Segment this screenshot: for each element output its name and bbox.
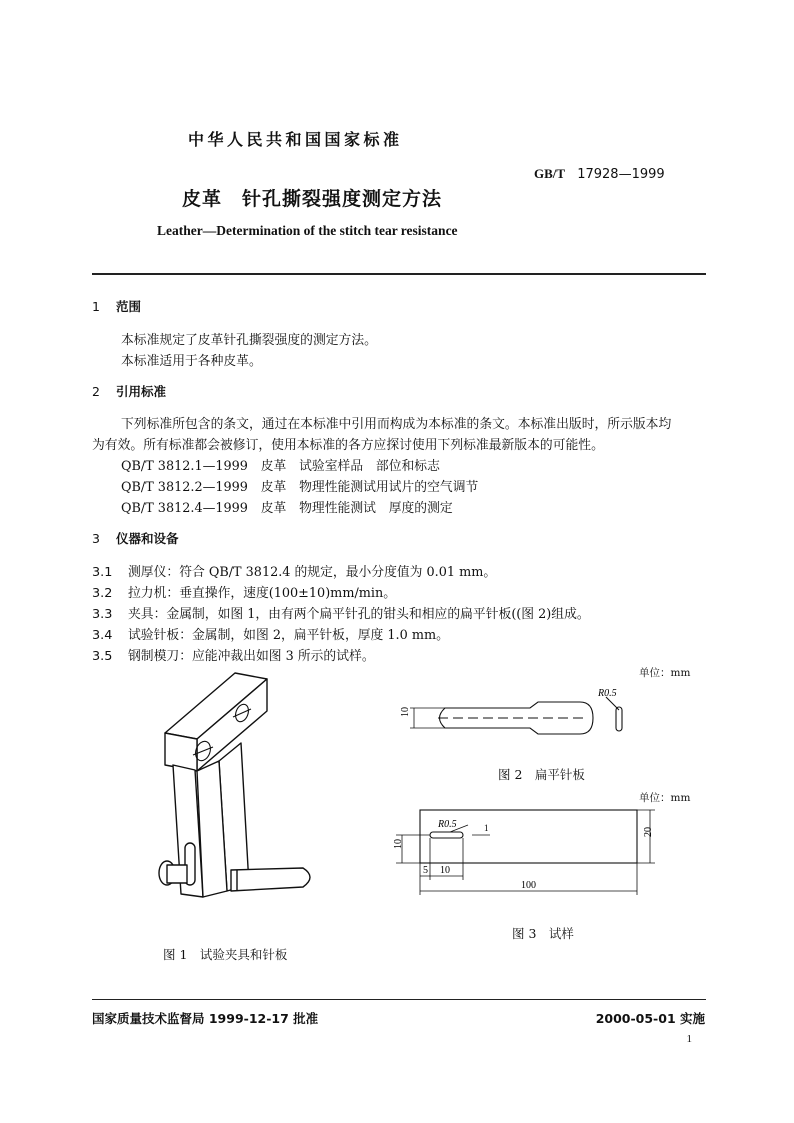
clause-3-3	[92, 603, 590, 622]
needle-plate	[231, 868, 310, 891]
dim-height-right-label: 20	[643, 827, 654, 837]
figure-3-unit: 单位：mm	[639, 792, 691, 804]
clause-3-4	[92, 624, 449, 643]
paragraph: 本标准规定了皮革针孔撕裂强度的测定方法。	[121, 333, 377, 348]
section-1-heading	[92, 297, 141, 315]
clause-number: 3.4	[92, 628, 113, 643]
radius-label: R0.5	[438, 819, 457, 830]
reference-item: QB/T 3812.2—1999 皮革 物理性能测试用试片的空气调节	[121, 480, 479, 495]
clause-3-5	[92, 645, 375, 664]
standard-code	[534, 166, 665, 182]
section-number: 2	[92, 384, 100, 399]
clause-text: 夹具：金属制，如图 1，由有两个扁平针孔的钳头和相应的扁平针板((图 2)组成。	[128, 607, 590, 622]
needle-plate-shaft	[167, 865, 187, 883]
figure-3-caption: 图 3 试样	[512, 926, 574, 941]
figure-3-specimen-drawing	[390, 800, 660, 900]
clause-number: 3.5	[92, 649, 113, 664]
dim-5-label: 5	[423, 865, 428, 876]
reference-item: QB/T 3812.4—1999 皮革 物理性能测试 厚度的测定	[121, 501, 453, 516]
figure-2-needle-plate-drawing	[390, 680, 650, 760]
clause-text: 试验针板：金属制，如图 2，扁平针板，厚度 1.0 mm。	[128, 628, 449, 643]
figure-1-clamp-drawing	[145, 665, 335, 925]
clause-number: 3.1	[92, 565, 113, 580]
footer-issuer: 国家质量技术监督局 1999-12-17 批准	[92, 1011, 319, 1026]
document-title-zh: 皮革 针孔撕裂强度测定方法	[182, 188, 443, 210]
section-title: 仪器和设备	[116, 531, 179, 546]
section-title: 引用标准	[116, 384, 167, 399]
figure-2-unit: 单位：mm	[639, 667, 691, 679]
tick-label: 1	[484, 823, 489, 833]
standard-code-number: 17928—1999	[577, 167, 665, 182]
section-number: 3	[92, 531, 100, 546]
needle-plate-section	[616, 707, 622, 731]
clause-3-1	[92, 561, 496, 580]
clause-number: 3.2	[92, 586, 113, 601]
dim-height-left-label: 10	[393, 839, 404, 849]
specimen-slot	[430, 832, 463, 838]
section-title: 范围	[116, 299, 142, 314]
clause-text: 测厚仪：符合 QB/T 3812.4 的规定，最小分度值为 0.01 mm。	[128, 565, 497, 580]
footer-rule	[92, 999, 706, 1000]
document-title-en: Leather—Determination of the stitch tear resistance	[157, 223, 458, 238]
clause-3-2	[92, 582, 396, 601]
standard-code-prefix: GB/T	[534, 166, 566, 181]
header-rule	[92, 273, 706, 275]
figure-2-caption: 图 2 扁平针板	[498, 767, 585, 782]
paragraph: 下列标准所包含的条文，通过在本标准中引用而构成为本标准的条文。本标准出版时，所示版本均	[121, 417, 672, 432]
clause-number: 3.3	[92, 607, 113, 622]
clause-text: 拉力机：垂直操作，速度(100±10)mm/min。	[128, 586, 397, 601]
standard-title: 中华人民共和国国家标准	[188, 130, 403, 149]
section-3-heading	[92, 529, 179, 547]
paragraph: 为有效。所有标准都会被修订，使用本标准的各方应探讨使用下列标准最新版本的可能性。	[92, 438, 604, 453]
page-number: 1	[686, 1033, 692, 1045]
dim-10-label: 10	[440, 865, 450, 876]
section-number: 1	[92, 299, 100, 314]
radius-label: R0.5	[598, 688, 617, 699]
reference-item: QB/T 3812.1—1999 皮革 试验室样品 部位和标志	[121, 459, 440, 474]
dim-height-label: 10	[400, 707, 411, 717]
section-2-heading	[92, 382, 166, 400]
dim-length-label: 100	[521, 880, 536, 891]
clamp-head-front	[165, 733, 197, 771]
paragraph: 本标准适用于各种皮革。	[121, 354, 262, 369]
footer-effective-date: 2000-05-01 实施	[595, 1011, 705, 1026]
specimen-outline	[420, 810, 637, 863]
clause-text: 钢制模刀：应能冲裁出如图 3 所示的试样。	[128, 649, 375, 664]
figure-1-caption: 图 1 试验夹具和针板	[163, 947, 288, 962]
